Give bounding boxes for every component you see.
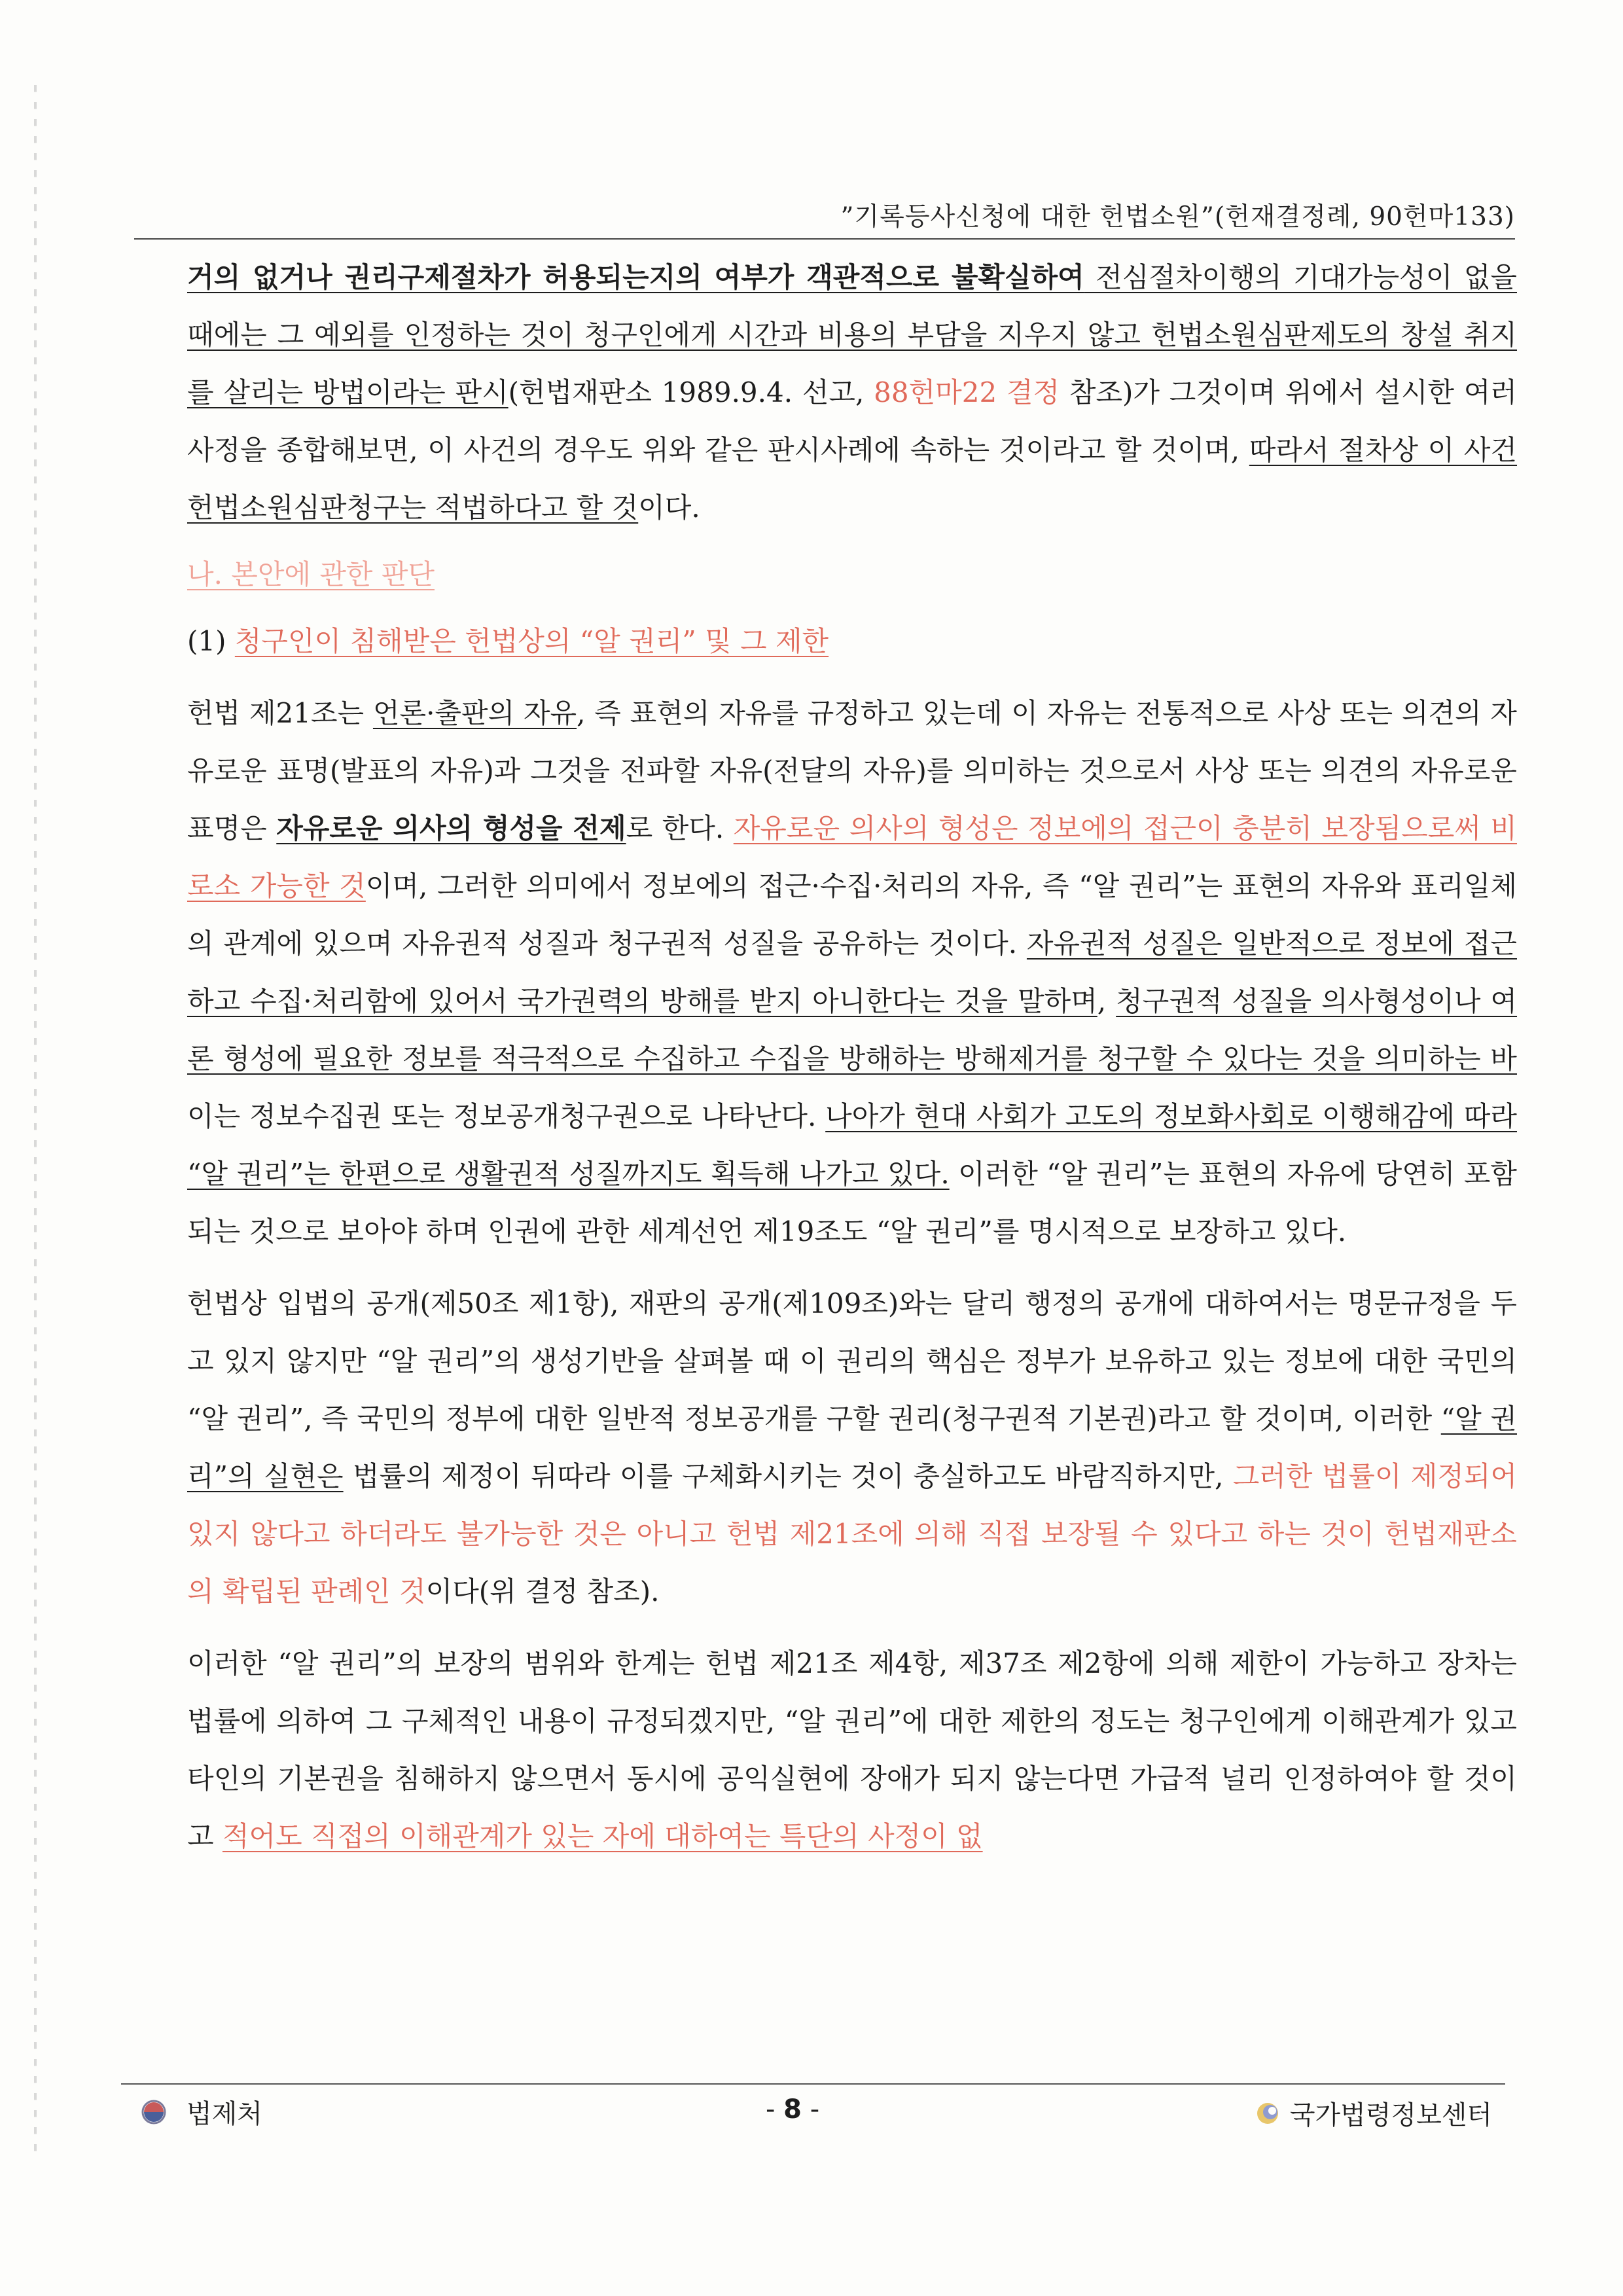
page-prefix: - <box>766 2094 784 2125</box>
national-law-center-logo-icon <box>1255 2100 1281 2126</box>
underlined-text: 자유권적 성질은 일반적으로 정보에 접근하고 수집·처리함에 있어서 국가권력의 방해를 받지 아니한다는 것을 말하며 <box>187 927 1517 1017</box>
paragraph-1 <box>187 249 1517 537</box>
heading-number: (1) <box>187 625 235 657</box>
body-text: 헌법 제21조는 <box>187 697 373 729</box>
footer-left <box>141 2093 262 2130</box>
body-text: 이러한 “알 권리”의 보장의 범위와 한계는 헌법 제21조 제4항, 제37조 제2항에 의해 제한이 가능하고 장차는 법률에 의하여 그 구체적인 내용이 규정되겠지만, “알 권리”에 대한 제한의 정도는 청구인에게 이해관계가 있고 타인의 기본권을 침해하지 않으면서 동시에 공익실현에 장애가 되지 않는다면 가급적 널리 인정하여야 할 것이고 <box>187 1647 1517 1852</box>
binding-holes <box>34 85 37 2153</box>
footer-rule <box>121 2083 1505 2085</box>
highlighted-underlined-text: 적어도 직접의 이해관계가 있는 자에 대하여는 특단의 사정이 없 <box>222 1820 983 1852</box>
page-suffix: - <box>802 2094 820 2125</box>
page-number <box>766 2094 819 2125</box>
body-text: 헌법상 입법의 공개(제50조 제1항), 재판의 공개(제109조)와는 달리 행정의 공개에 대하여서는 명문규정을 두고 있지 않지만 “알 권리”의 생성기반을 살펴볼 때 이 권리의 핵심은 정부가 보유하고 있는 정보에 대한 국민의 “알 권리”, 즉 국민의 정부에 대한 일반적 정보공개를 구할 권리(청구권적 기본권)라고 할 것이며, 이러한 <box>187 1287 1517 1435</box>
underlined-text: 청구권적 성질을 의사형성이나 여론 형성에 필요한 정보를 적극적으로 수집하고 수집을 방해하는 방해제거를 청구할 수 있다는 것을 의미하는 바 <box>187 985 1518 1075</box>
document-body <box>187 249 1517 1865</box>
body-text: 이며, 그러한 의미에서 정보에의 접근·수집·처리의 자유, 즉 “알 권리”는 표현의 자유와 표리일체의 관계에 있으며 자유권적 성질과 청구권적 성질을 공유하는 것이다. <box>187 870 1517 960</box>
header-rule <box>134 238 1515 240</box>
heading-text: 나. 본안에 관한 판단 <box>187 558 435 590</box>
underlined-text: “알 권리”의 실현은 <box>187 1403 1517 1492</box>
body-text: 이다. <box>638 492 700 524</box>
underlined-bold-text: 자유로운 의사의 형성을 전제 <box>276 812 626 844</box>
highlighted-underlined-text: 자유로운 의사의 형성은 정보에의 접근이 충분히 보장됨으로써 비로소 가능한 것 <box>187 812 1517 902</box>
body-text: 이다(위 결정 참조). <box>425 1575 660 1607</box>
heading-text: 청구인이 침해받은 헌법상의 “알 권리” 및 그 제한 <box>234 625 829 657</box>
paragraph-3 <box>187 1275 1517 1621</box>
body-text: 이러한 “알 권리”는 표현의 자유에 당연히 포함되는 것으로 보아야 하며 인권에 관한 세계선언 제19조도 “알 권리”를 명시적으로 보장하고 있다. <box>187 1158 1517 1247</box>
highlighted-text: 88헌마22 결정 <box>874 376 1060 408</box>
paragraph-4 <box>187 1635 1517 1865</box>
footer-right-label: 국가법령정보센터 <box>1289 2100 1492 2130</box>
footer-right <box>1255 2094 1492 2132</box>
paragraph-2 <box>187 685 1517 1261</box>
body-text: 이는 정보수집권 또는 정보공개청구권으로 나타난다. <box>187 1100 826 1132</box>
subsection-heading-1 <box>187 613 1517 670</box>
underlined-text: 따라서 절차상 이 사건 헌법소원심판청구는 적법하다고 할 것 <box>187 434 1518 524</box>
underlined-text: 언론·출판의 자유 <box>372 697 577 729</box>
body-text: , 즉 표현의 자유를 규정하고 있는데 이 자유는 전통적으로 사상 또는 의견의 자유로운 표명(발표의 자유)과 그것을 전파할 자유(전달의 자유)를 의미하는 것으로서 사상 또는 의견의 자유로운 표명은 <box>187 697 1517 844</box>
underlined-bold-text: 거의 없거나 권리구제절차가 허용되는지의 여부가 객관적으로 불확실하여 <box>187 261 1084 293</box>
body-text: 참조)가 그것이며 위에서 설시한 여러 사정을 종합해보면, 이 사건의 경우도 위와 같은 판시사례에 속하는 것이라고 할 것이며, <box>187 376 1517 466</box>
government-emblem-icon <box>141 2099 167 2125</box>
page-number-value: 8 <box>783 2094 802 2125</box>
highlighted-text: 그러한 법률이 제정되어 있지 않다고 하더라도 불가능한 것은 아니고 헌법 제21조에 의해 직접 보장될 수 있다고 하는 것이 헌법재판소의 확립된 판례인 것 <box>187 1460 1518 1607</box>
body-text: 로 한다. <box>626 812 734 844</box>
body-text: 법률의 제정이 뒤따라 이를 구체화시키는 것이 충실하고도 바람직하지만, <box>343 1460 1233 1492</box>
section-heading-na <box>187 546 1517 603</box>
underlined-text: 전심절차이행의 기대가능성이 없을 때에는 그 예외를 인정하는 것이 청구인에게 시간과 비용의 부담을 지우지 않고 헌법소원심판제도의 창설 취지를 살리는 방법이라는 판시 <box>187 261 1517 408</box>
running-header: ”기록등사신청에 대한 헌법소원”(헌재결정례, 90헌마133) <box>840 202 1515 232</box>
footer-left-label: 법제처 <box>187 2099 262 2129</box>
underlined-text: 나아가 현대 사회가 고도의 정보화사회로 이행해감에 따라 “알 권리”는 한편으로 생활권적 성질까지도 획득해 나가고 있다. <box>187 1100 1517 1190</box>
body-text: , <box>1097 985 1116 1017</box>
body-text: (헌법재판소 1989.9.4. 선고, <box>508 376 874 408</box>
